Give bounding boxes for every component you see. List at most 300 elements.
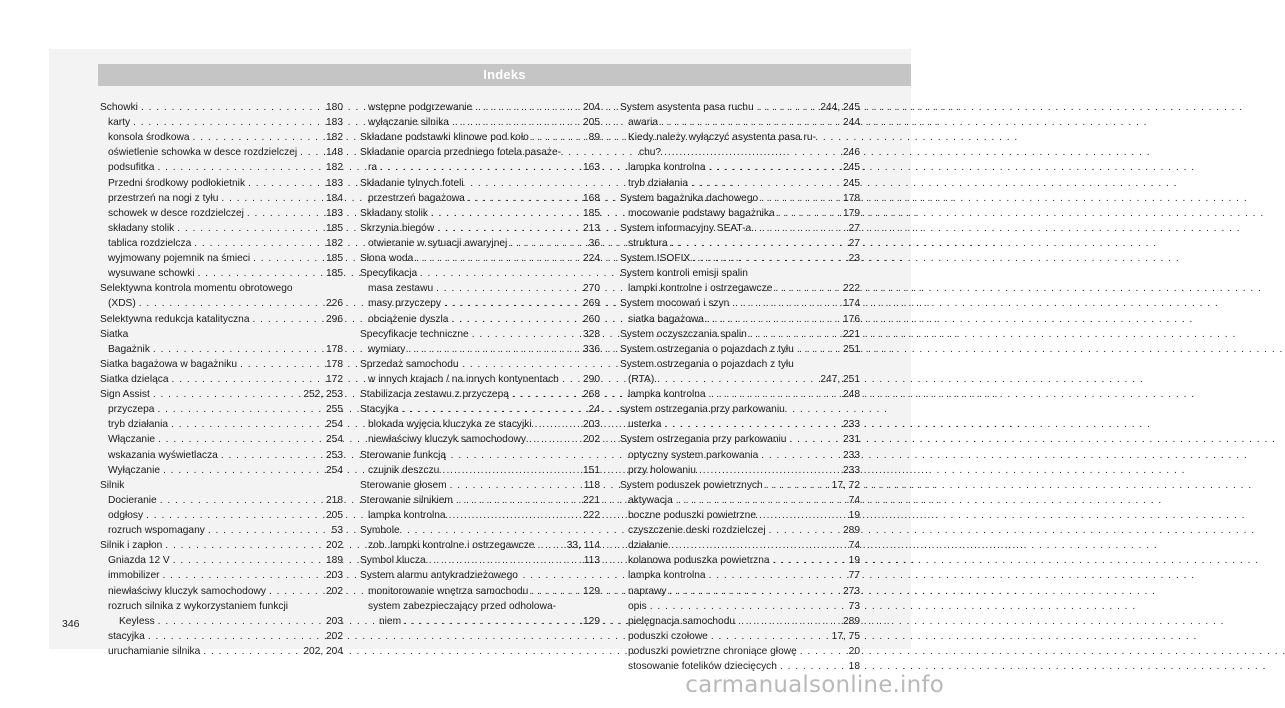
index-entry <box>620 236 860 251</box>
index-entry <box>100 448 343 463</box>
index-entry <box>620 538 860 553</box>
leader-dots <box>658 115 843 130</box>
index-entry-page: 203 <box>326 570 343 582</box>
index-entry-page: 185 <box>326 268 343 280</box>
index-entry-label: rozruch silnika z wykorzystaniem funkcji <box>108 600 289 612</box>
index-entry <box>100 206 343 221</box>
leader-dots <box>266 584 326 599</box>
index-entry <box>360 251 600 266</box>
index-entry-page: 255 <box>326 404 343 416</box>
leader-dots <box>447 478 584 493</box>
index-entry <box>100 372 343 387</box>
index-entry <box>620 584 860 599</box>
index-entry-label: Specyfikacje techniczne <box>360 328 469 340</box>
index-entry <box>360 327 600 342</box>
index-entry-page: 233 <box>843 464 860 476</box>
index-entry-label: przestrzeń bagażowa <box>368 192 465 204</box>
index-entry-label: otwieranie w sytuacji awaryjnej <box>368 237 508 249</box>
leader-dots <box>673 493 849 508</box>
index-entry-page: 204 <box>583 102 600 113</box>
leader-dots <box>162 538 326 553</box>
index-entry <box>360 266 600 281</box>
index-entry-label: masa zestawu <box>368 283 434 295</box>
leader-dots <box>735 614 843 629</box>
leader-dots <box>534 538 566 553</box>
leader-dots <box>446 508 583 523</box>
index-entry-label: Słona woda <box>360 253 414 265</box>
index-entry-page: 254 <box>326 464 343 476</box>
index-entry <box>100 478 343 493</box>
index-entry <box>620 417 860 432</box>
leader-dots <box>155 614 326 629</box>
leader-dots <box>754 100 821 115</box>
index-entry-page: 202 <box>326 585 343 597</box>
index-entry <box>620 644 860 659</box>
index-entry-label: immobilizer <box>108 570 160 582</box>
leader-dots <box>706 387 843 402</box>
leader-dots <box>509 387 583 402</box>
index-entry-page: 269 <box>583 298 600 310</box>
index-entry-page: 260 <box>583 313 600 325</box>
leader-dots <box>170 553 326 568</box>
index-entry-label: wstępne podgrzewanie <box>368 102 473 113</box>
leader-dots <box>130 115 326 130</box>
index-entry-page: 17, 75 <box>831 630 860 642</box>
index-entry <box>100 160 343 175</box>
leader-dots <box>794 342 843 357</box>
index-entry-label: oświetlenie schowka w desce rozdzielczej <box>108 147 298 159</box>
index-entry-page: 244, 245 <box>820 102 860 113</box>
leader-dots <box>797 644 849 659</box>
leader-dots <box>532 417 583 432</box>
leader-dots <box>668 236 849 251</box>
leader-dots <box>245 176 326 191</box>
index-entry-label: System asystenta pasa ruchu <box>620 102 754 113</box>
index-entry-page: 19 <box>848 555 860 567</box>
index-entry-label: stacyjka <box>108 630 145 642</box>
leader-dots <box>661 145 843 160</box>
leader-dots <box>661 417 843 432</box>
leader-dots <box>441 296 583 311</box>
index-entry-page: 74 <box>848 540 860 552</box>
leader-dots <box>449 115 583 130</box>
index-entry <box>360 402 600 417</box>
leader-dots <box>775 206 843 221</box>
index-entry-label: tablica rozdzielcza <box>108 237 192 249</box>
index-entry-label: Symbole <box>360 525 400 537</box>
leader-dots <box>772 281 843 296</box>
page-number: 346 <box>62 618 80 630</box>
index-entry <box>620 191 860 206</box>
index-entry-label: lampka kontrolna <box>628 162 706 174</box>
index-entry <box>360 221 600 236</box>
index-entry-page: 252, 253 <box>303 389 343 401</box>
index-entry <box>360 493 600 508</box>
index-entry-label: przyczepa <box>108 404 155 416</box>
index-entry-page: 221 <box>843 328 860 340</box>
index-entry-page: 17, 72 <box>831 479 860 491</box>
index-entry <box>100 644 343 659</box>
index-entry <box>360 206 600 221</box>
index-entry <box>620 629 860 644</box>
leader-dots <box>472 100 583 115</box>
index-entry-page: 251 <box>843 343 860 355</box>
index-entry <box>620 599 860 614</box>
index-entry <box>100 251 343 266</box>
index-entry-page: 205 <box>326 509 343 521</box>
index-entry-label: Docieranie <box>108 494 157 506</box>
index-entry-page: 176 <box>843 313 860 325</box>
index-entry-label: siatka bagażowa <box>628 313 704 325</box>
index-entry <box>360 145 600 160</box>
index-entry <box>360 160 600 175</box>
index-entry <box>100 629 343 644</box>
index-entry-label: rozruch wspomagany <box>108 525 205 537</box>
index-entry-page: 168 <box>583 192 600 204</box>
index-entry-label: lampka kontrolna <box>628 570 706 582</box>
index-entry-page: 253 <box>326 449 343 461</box>
index-entry-page: 205 <box>583 117 600 129</box>
index-entry-page: 203 <box>583 419 600 431</box>
index-entry <box>360 342 600 357</box>
leader-dots <box>448 312 583 327</box>
index-entry-page: 73 <box>848 600 860 612</box>
index-entry-label: pielęgnacja samochodu <box>628 615 736 627</box>
leader-dots <box>150 342 326 357</box>
index-entry-label: Specyfikacja <box>360 268 418 280</box>
index-entry <box>620 160 860 175</box>
index-entry-page: 27 <box>848 237 860 249</box>
index-entry-page: 244 <box>843 117 860 129</box>
index-entry-label: ra <box>368 162 378 174</box>
index-entry-page: 129 <box>583 615 600 627</box>
index-entry <box>100 538 343 553</box>
index-entry-label: czujnik deszczu <box>368 464 440 476</box>
leader-dots <box>747 327 843 342</box>
leader-dots <box>250 251 326 266</box>
index-entry-label: system ostrzegania przy parkowaniu <box>620 404 785 416</box>
leader-dots <box>763 478 832 493</box>
index-entry-label: Przedni środkowy podłokietnik <box>108 177 246 189</box>
index-entry-label: poduszki powietrzne chroniące głowę <box>628 645 797 657</box>
index-entry-label: Stabilizacja zestawu z przyczepą <box>360 389 509 401</box>
index-entry <box>100 145 343 160</box>
index-entry <box>360 568 600 583</box>
index-entry-page: 151 <box>583 464 600 476</box>
index-entry-page: 296 <box>326 313 343 325</box>
index-entry-page: 178 <box>326 343 343 355</box>
index-entry <box>100 236 343 251</box>
index-entry-label: Włączanie <box>108 434 155 446</box>
leader-dots <box>688 176 843 191</box>
index-entry-page: 203 <box>326 615 343 627</box>
index-entry-page: 245 <box>843 177 860 189</box>
index-entry-label: System mocowań i szyn <box>620 298 730 310</box>
index-entry-label: (RTA) <box>628 373 655 385</box>
index-entry <box>360 387 600 402</box>
leader-dots <box>136 296 326 311</box>
index-entry <box>360 448 600 463</box>
index-entry-page: 182 <box>326 237 343 249</box>
index-entry-label: tryb działania <box>108 419 169 431</box>
leader-dots <box>786 432 843 447</box>
index-entry-label: stosowanie fotelików dziecięcych <box>628 661 777 673</box>
index-entry-label: awaria <box>628 117 659 129</box>
index-entry-page: 247, 251 <box>820 373 860 385</box>
index-entry <box>100 100 343 115</box>
index-entry-label: Wyłączanie <box>108 464 160 476</box>
index-entry <box>620 463 860 478</box>
leader-dots <box>168 417 326 432</box>
index-entry-label: Siatka bagażowa w bagażniku <box>100 358 238 370</box>
index-entry-label: blokada wyjęcia kluczyka ze stacyjki <box>368 419 532 431</box>
index-entry-label: Silnik i zapłon <box>100 540 163 552</box>
leader-dots <box>218 191 326 206</box>
index-entry-label: wyłączanie silnika <box>368 117 449 129</box>
index-entry-label: System kontroli emisji spalin <box>620 268 748 280</box>
index-entry-label: Składanie oparcia przedniego fotela pasaże- <box>360 147 562 159</box>
index-entry-label: Siatka dzieląca <box>100 373 169 385</box>
index-entry-label: Siatka <box>100 328 129 340</box>
index-entry <box>100 115 343 130</box>
index-entry-label: lampka kontrolna <box>368 509 446 521</box>
index-entry-page: 185 <box>326 253 343 265</box>
index-entry-label: działanie <box>628 540 669 552</box>
index-entry-page: 336 <box>583 343 600 355</box>
index-entry <box>620 130 860 145</box>
leader-dots <box>453 493 583 508</box>
index-entry-page: 213 <box>583 222 600 234</box>
index-entry-label: Gniazda 12 V <box>108 555 170 567</box>
leader-dots <box>529 130 589 145</box>
leader-dots <box>191 236 326 251</box>
leader-dots <box>150 387 304 402</box>
index-entry-label: Silnik <box>100 479 125 491</box>
index-entry-label: składany stolik <box>108 222 175 234</box>
leader-dots <box>729 296 843 311</box>
index-entry-label: wyjmowany pojemnik na śmieci <box>108 253 251 265</box>
index-entry-label: System ISOFIX <box>620 253 691 265</box>
index-entry-page: 289 <box>843 525 860 537</box>
index-entry-label: karty <box>108 117 131 129</box>
index-entry-page: 245 <box>843 162 860 174</box>
index-entry-page: 248 <box>843 389 860 401</box>
index-entry-label: wysuwane schowki <box>108 268 195 280</box>
index-entry-label: Schowki <box>100 102 138 113</box>
index-entry-label: schowek w desce rozdzielczej <box>108 207 244 219</box>
index-entry <box>620 523 860 538</box>
leader-dots <box>138 100 326 115</box>
index-entry <box>620 402 860 417</box>
leader-dots <box>250 312 327 327</box>
index-entry <box>620 312 860 327</box>
index-entry <box>620 357 860 372</box>
index-entry-label: wskazania wyświetlacza <box>108 449 218 461</box>
index-entry <box>360 312 600 327</box>
index-entry <box>100 281 343 296</box>
leader-dots <box>154 402 326 417</box>
index-entry-page: 328 <box>583 328 600 340</box>
leader-dots <box>469 327 583 342</box>
index-entry <box>620 266 860 281</box>
index-entry-label: Stacyjka <box>360 404 399 416</box>
leader-dots <box>667 584 843 599</box>
watermark: carmanualsonline.info <box>685 672 944 698</box>
index-entry-label: boczne poduszki powietrzne <box>628 509 756 521</box>
leader-dots <box>154 160 326 175</box>
index-entry <box>360 523 600 538</box>
leader-dots <box>160 463 326 478</box>
leader-dots <box>200 644 303 659</box>
index-entry <box>100 523 343 538</box>
leader-dots <box>426 553 584 568</box>
index-entry-label: System oczyszczania spalin <box>620 328 747 340</box>
index-entry-page: 221 <box>583 494 600 506</box>
index-entry-label: lampka kontrolna <box>628 389 706 401</box>
index-entry-page: 179 <box>843 207 860 219</box>
leader-dots <box>704 312 843 327</box>
index-column-1 <box>100 100 343 659</box>
index-entry-page: 185 <box>326 222 343 234</box>
leader-dots <box>405 342 583 357</box>
index-entry <box>100 568 343 583</box>
index-entry-page: 178 <box>843 192 860 204</box>
index-entry <box>360 508 600 523</box>
leader-dots <box>218 448 326 463</box>
index-entry <box>620 553 860 568</box>
leader-dots <box>756 508 849 523</box>
leader-dots <box>401 614 583 629</box>
leader-dots <box>155 432 326 447</box>
index-entry <box>620 251 860 266</box>
leader-dots <box>696 463 843 478</box>
index-entry <box>620 221 860 236</box>
index-entry-label: Symbol klucza <box>360 555 426 567</box>
index-entry-label: naprawy <box>628 585 667 597</box>
index-entry <box>620 568 860 583</box>
leader-dots <box>145 629 326 644</box>
index-entry <box>360 463 600 478</box>
index-entry-label: System poduszek powietrznych <box>620 479 763 491</box>
index-entry <box>620 342 860 357</box>
leader-dots <box>174 221 326 236</box>
leader-dots <box>708 629 832 644</box>
index-entry <box>620 372 860 387</box>
index-entry <box>100 417 343 432</box>
index-entry-label: usterka <box>628 419 662 431</box>
index-entry <box>100 463 343 478</box>
leader-dots <box>706 160 843 175</box>
index-entry <box>360 599 600 614</box>
index-entry <box>360 115 600 130</box>
index-entry-page: 202, 204 <box>303 645 343 657</box>
index-entry <box>620 281 860 296</box>
index-entry-page: 202 <box>326 630 343 642</box>
index-entry-label: Bagażnik <box>108 343 150 355</box>
leader-dots <box>751 221 849 236</box>
index-entry <box>360 281 600 296</box>
index-entry-label: podsufitka <box>108 162 155 174</box>
leader-dots <box>160 568 326 583</box>
index-entry <box>620 115 860 130</box>
index-entry-page: 273 <box>843 585 860 597</box>
index-entry-label: poduszki czołowe <box>628 630 708 642</box>
index-entry-label: Skrzynia biegów <box>360 222 435 234</box>
index-entry-page: 20 <box>848 645 860 657</box>
leader-dots <box>465 191 583 206</box>
index-entry-page: 233 <box>843 449 860 461</box>
index-entry <box>360 176 600 191</box>
index-entry <box>100 327 343 342</box>
index-entry <box>620 296 860 311</box>
index-entry <box>360 130 600 145</box>
index-entry <box>360 584 600 599</box>
index-entry <box>100 176 343 191</box>
index-entry-page: 268 <box>583 389 600 401</box>
index-entry-label: Selektywna redukcja katalityczna <box>100 313 250 325</box>
index-entry <box>360 100 600 115</box>
index-entry-page: 113 <box>583 555 600 567</box>
leader-dots <box>770 553 849 568</box>
index-entry <box>100 553 343 568</box>
index-entry-page: 254 <box>326 434 343 446</box>
index-entry <box>620 508 860 523</box>
leader-dots <box>758 448 843 463</box>
index-entry-label: Sprzedaż samochodu <box>360 358 459 370</box>
index-entry <box>100 191 343 206</box>
index-entry-label: chu? <box>639 147 662 159</box>
index-entry-label: odgłosy <box>108 509 144 521</box>
leader-dots <box>190 130 326 145</box>
index-entry-page: 53 <box>331 525 343 537</box>
index-entry-page: 33, 114 <box>566 540 600 552</box>
index-entry-page: 129 <box>583 585 600 597</box>
index-entry <box>360 432 600 447</box>
index-entry-page: 233 <box>843 419 860 431</box>
leader-dots <box>169 372 326 387</box>
leader-dots <box>528 584 583 599</box>
index-entry <box>620 206 860 221</box>
index-entry-page: 224 <box>583 253 600 265</box>
index-entry <box>620 387 860 402</box>
index-entry-page: 23 <box>848 253 860 265</box>
index-entry-label: kolanowa poduszka powietrzna <box>628 555 770 567</box>
leader-dots <box>157 493 326 508</box>
index-entry-page: 27 <box>848 222 860 234</box>
leader-dots <box>668 538 848 553</box>
index-entry-label: monitorowanie wnętrza samochodu <box>368 585 529 597</box>
index-entry-label: Sterowanie funkcją <box>360 449 447 461</box>
index-entry-page: 183 <box>326 207 343 219</box>
index-entry-page: 202 <box>326 540 343 552</box>
index-entry-page: 174 <box>843 298 860 310</box>
index-entry-page: 231 <box>843 434 860 446</box>
index-entry-label: System bagażnika dachowego <box>620 192 759 204</box>
index-entry-label: Kiedy należy wyłączyć asystenta pasa ru- <box>628 132 816 144</box>
index-entry-label: Sign Assist <box>100 389 150 401</box>
index-entry-label: niewłaściwy kluczyk samochodowy <box>108 585 266 597</box>
index-entry-label: czyszczenie deski rozdzielczej <box>628 525 766 537</box>
leader-dots <box>399 402 589 417</box>
index-entry <box>620 100 860 115</box>
leader-dots <box>237 357 326 372</box>
index-entry-page: 172 <box>326 373 343 385</box>
leader-dots <box>428 206 583 221</box>
index-entry <box>100 357 343 372</box>
index-entry <box>360 614 600 629</box>
index-entry-page: 289 <box>843 615 860 627</box>
index-entry-label: System ostrzegania o pojazdach z tyłu <box>620 358 794 370</box>
